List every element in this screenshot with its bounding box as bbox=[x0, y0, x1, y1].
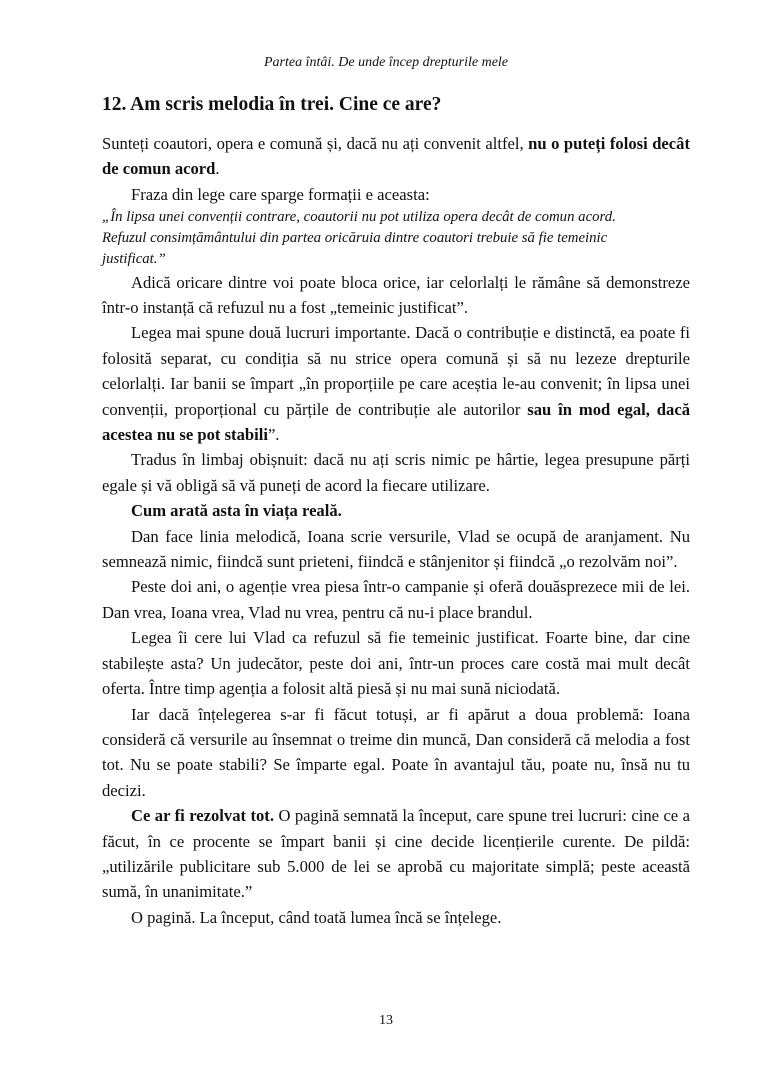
subheading-text: Cum arată asta în viața reală. bbox=[131, 501, 342, 521]
paragraph-4 bbox=[102, 320, 690, 447]
paragraph-1-end: . bbox=[215, 159, 220, 179]
page-number: 13 bbox=[379, 1013, 393, 1028]
paragraph-2: Fraza din lege care sparge formații e aceasta: bbox=[131, 184, 430, 204]
section-title: 12. Am scris melodia în trei. Cine ce are? bbox=[102, 94, 442, 115]
paragraph-1 bbox=[102, 131, 690, 182]
paragraph-4-emphasis: sau în mod egal, dacă acestea nu se pot stabili bbox=[102, 399, 690, 445]
paragraph-9: Iar dacă înțelegerea s-ar fi făcut totuși, ar fi apărut a doua problemă: Ioana consideră că versurile au însemnat o treime din muncă, Dan consideră că melodia a fost tot. Nu se poate stabili? Se împarte egal. Poate în avantajul tău, poate nu, însă nu tu decizi. bbox=[102, 704, 690, 800]
paragraph-7: Peste doi ani, o agenție vrea piesa într-o campanie și oferă douăsprezece mii de lei. Dan vrea, Ioana vrea, Vlad nu vrea, pentru că nu-i place brandul. bbox=[102, 577, 690, 622]
body-text bbox=[102, 131, 690, 930]
subheading bbox=[102, 498, 690, 523]
paragraph-6: Dan face linia melodică, Ioana scrie versurile, Vlad se ocupă de aranjament. Nu semnează nimic, fiindcă sunt prieteni, fiindcă e stânjenitor și fiindcă „o rezolvăm noi”. bbox=[102, 526, 690, 572]
paragraph-11: O pagină. La început, când toată lumea încă se înțelege. bbox=[131, 907, 502, 927]
paragraph-10-emphasis: Ce ar fi rezolvat tot. bbox=[131, 806, 274, 826]
paragraph-1-emphasis: nu o puteți folosi decât de comun acord bbox=[102, 134, 690, 179]
law-quote: „În lipsa unei convenții contrare, coautorii nu pot utiliza opera decât de comun acord. Refuzul consimțământului din partea oricăruia dintre coautori trebuie să fie temeinic justificat.” bbox=[102, 209, 616, 267]
paragraph-8: Legea îi cere lui Vlad ca refuzul să fie temeinic justificat. Foarte bine, dar cine stabilește asta? Un judecător, peste doi ani, într-un proces care costă mai mult decât oferta. Între timp agenția a folosit altă piesă și nu mai sună niciodată. bbox=[102, 628, 690, 699]
paragraph-4-end: ”. bbox=[267, 425, 280, 445]
paragraph-10-text: O pagină semnată la început, care spune trei lucruri: cine ce a făcut, în ce procente se împart banii și cine decide licențierile curente. De pildă: „utilizările publicitare sub 5.000 de lei se aprobă cu majoritate simplă; peste această sumă, în unanimitate.” bbox=[102, 806, 690, 902]
paragraph-3: Adică oricare dintre voi poate bloca orice, iar celorlalți le rămâne să demonstreze într-o instanță că refuzul nu a fost „temeinic justificat”. bbox=[102, 272, 690, 318]
paragraph-10 bbox=[102, 803, 690, 905]
paragraph-1-text: Sunteți coautori, opera e comună și, dacă nu ați convenit altfel, bbox=[102, 134, 529, 153]
paragraph-4-text: Legea mai spune două lucruri importante. Dacă o contribuție e distinctă, ea poate fi folosită separat, cu condiția să nu strice opera comună și să nu lezeze drepturile celorlalți. Iar banii se împart „în proporțiile pe care aceștia le-au convenit; în lipsa unei convenții, proporțional cu părțile de contribuție ale autorilor bbox=[102, 323, 690, 419]
running-head: Partea întâi. De unde încep drepturile mele bbox=[263, 55, 509, 70]
paragraph-5: Tradus în limbaj obișnuit: dacă nu ați scris nimic pe hârtie, legea presupune părți egale și vă obligă să vă puneți de acord la fiecare utilizare. bbox=[102, 450, 690, 495]
